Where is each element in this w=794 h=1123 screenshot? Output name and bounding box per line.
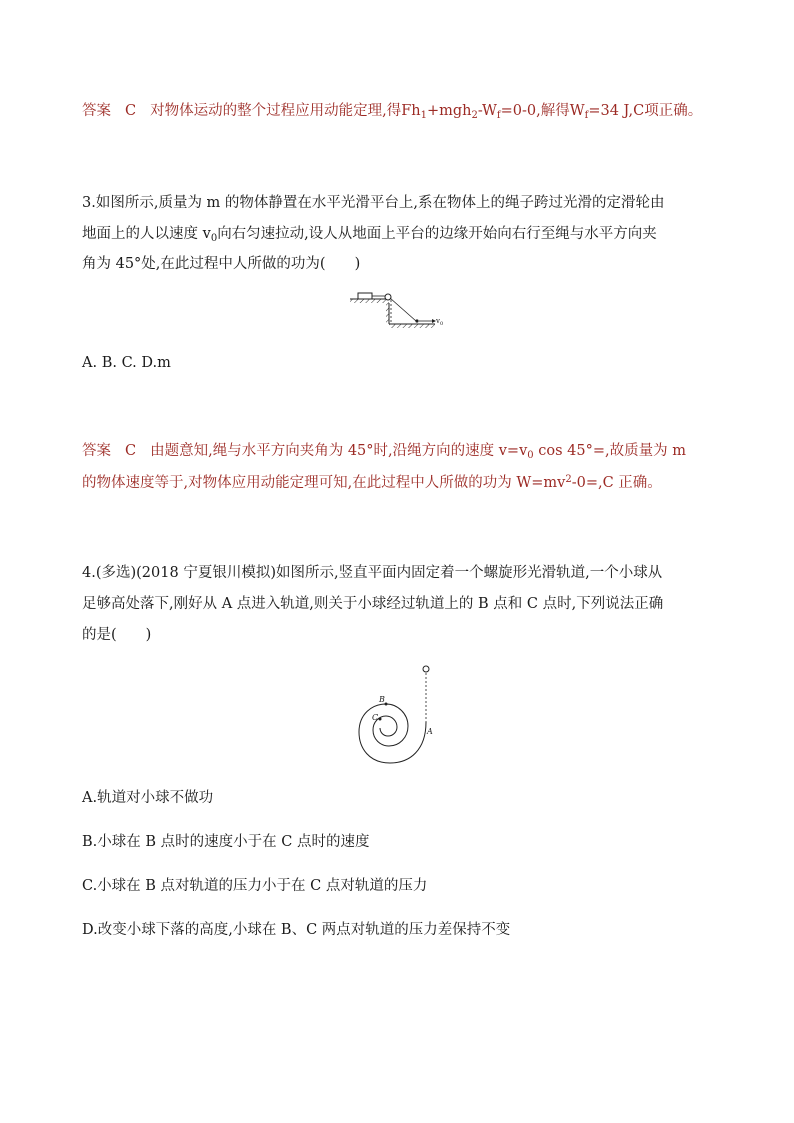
pulley-figure <box>350 290 450 332</box>
question-4-line-1: 4.(多选)(2018 宁夏银川模拟)如图所示,竖直平面内固定着一个螺旋形光滑轨道,一个小球从 <box>82 565 663 581</box>
spiral-track-figure <box>352 662 442 772</box>
question-3-line-1: 3.如图所示,质量为 m 的物体静置在水平光滑平台上,系在物体上的绳子跨过光滑的定滑轮由 <box>82 195 665 211</box>
answer-text: 由题意知,绳与水平方向夹角为 45°时,沿绳方向的速度 $v=v_0$ cos 45°=,故质量为 m <box>150 443 686 461</box>
question-3-line-3: 角为 45°处,在此过程中人所做的功为( ) <box>82 256 361 272</box>
label-a: A <box>427 727 433 736</box>
answer-choice: C <box>125 443 137 459</box>
velocity-label: $v_0$ <box>436 317 444 327</box>
question-4-option-b: B.小球在 B 点时的速度小于在 C 点时的速度 <box>82 834 370 850</box>
ground-hatch <box>389 324 435 328</box>
point-b <box>385 703 388 706</box>
spiral-track <box>359 704 426 763</box>
question-4-line-3: 的是( ) <box>82 627 152 643</box>
label-b: B <box>379 695 385 704</box>
platform-hatch <box>350 299 389 303</box>
answer-label: 答案 <box>82 103 111 119</box>
answer-2-line <box>82 104 702 121</box>
question-4-line-2: 足够高处落下,刚好从 A 点进入轨道,则关于小球经过轨道上的 B 点和 C 点时,下列说法正确 <box>82 596 664 612</box>
question-3-line-2: 地面上的人以速度 $v_0$向右匀速拉动,设人从地面上平台的边缘开始向右行至绳与水平方向夹 <box>82 226 657 244</box>
pulley <box>385 294 391 300</box>
question-4-option-a: A.轨道对小球不做功 <box>82 790 214 806</box>
answer-3-line-1 <box>82 444 686 461</box>
question-4-option-c: C.小球在 B 点对轨道的压力小于在 C 点对轨道的压力 <box>82 878 428 894</box>
answer-choice: C <box>125 103 137 119</box>
answer-text: 对物体运动的整个过程应用动能定理,得$Fh_1+mgh_2-W_f=0-0$,解得$W_f=34$ J,C项正确。 <box>150 103 703 121</box>
label-c: C <box>372 713 379 722</box>
person <box>415 319 418 322</box>
answer-3-line-2: 的物体速度等于,对物体应用动能定理可知,在此过程中人所做的功为 $W=mv^2-0=,C$ 正确。 <box>82 474 662 491</box>
question-4-option-d: D.改变小球下落的高度,小球在 B、C 两点对轨道的压力差保持不变 <box>82 922 511 938</box>
point-c <box>379 718 382 721</box>
block <box>358 293 372 299</box>
rope-diagonal <box>390 298 416 321</box>
falling-ball <box>423 666 429 672</box>
answer-label: 答案 <box>82 443 111 459</box>
question-3-options: A. B. C. D.m <box>82 355 171 371</box>
